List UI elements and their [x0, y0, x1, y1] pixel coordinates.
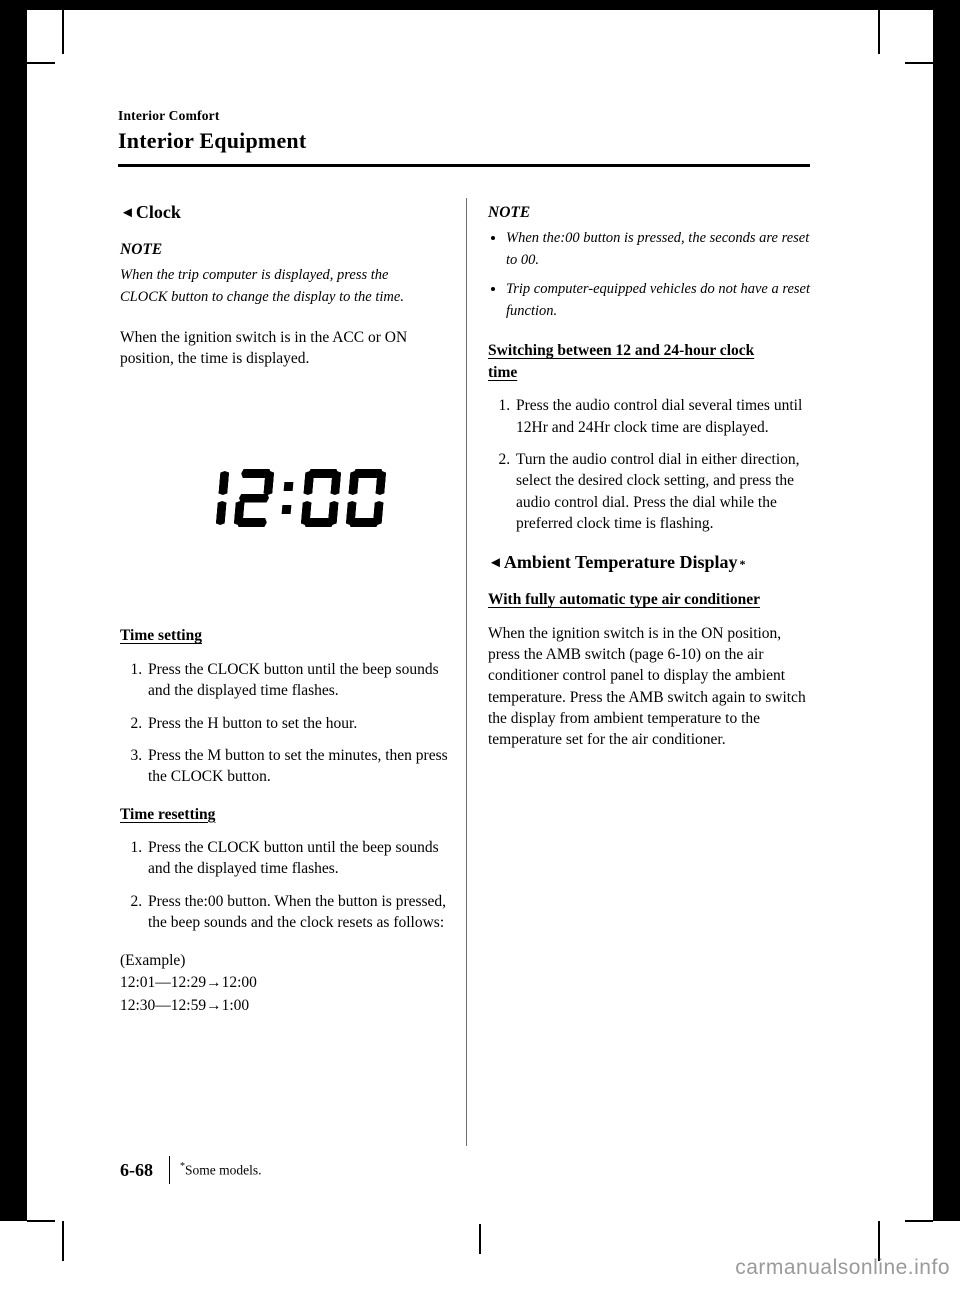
crop-mark — [905, 62, 933, 64]
crop-mark — [27, 1220, 55, 1222]
list-item: • When the:00 button is pressed, the seconds are reset to 00. — [506, 228, 812, 272]
note-label: NOTE — [120, 240, 163, 258]
crop-mark — [878, 10, 880, 54]
watermark: carmanualsonline.info — [735, 1256, 950, 1279]
time-setting-heading: Time setting — [120, 627, 202, 645]
column-divider — [466, 198, 467, 1146]
footnote-asterisk: * — [739, 557, 746, 572]
note-label: NOTE — [488, 204, 531, 221]
crop-mark — [62, 1221, 64, 1261]
header-rule — [118, 164, 810, 167]
ambient-body-text: When the ignition switch is in the ON position, press the AMB switch (page 6-10) on the air conditioner control panel to display the ambient temperature. Press the AMB switch again to switch the display from ambient temperature to the temperature set for the air conditioner. — [488, 624, 806, 749]
list-item: • Trip computer-equipped vehicles do not have a reset function. — [506, 279, 812, 323]
page-border-right — [933, 0, 960, 1221]
crop-mark — [905, 1220, 933, 1222]
crop-mark — [62, 10, 64, 54]
page-border-top — [0, 0, 960, 10]
page-header — [118, 108, 810, 167]
time-setting-steps — [120, 659, 454, 788]
footer-divider — [169, 1156, 170, 1184]
right-column — [488, 202, 812, 751]
list-item: 1. Press the CLOCK button until the beep sounds and the displayed time flashes. — [146, 659, 454, 702]
clock-section-heading — [120, 200, 454, 225]
footnote-text: Some models. — [185, 1162, 262, 1178]
list-item: 2. Press the H button to set the hour. — [146, 713, 454, 734]
left-column — [120, 200, 454, 1017]
ambient-section-heading — [488, 550, 812, 575]
list-item: 1. Press the CLOCK button until the beep sounds and the displayed time flashes. — [146, 837, 454, 880]
note-text: When the trip computer is displayed, press the CLOCK button to change the display to the time. — [120, 267, 404, 305]
list-item: 3. Press the M button to set the minutes, then press the CLOCK button. — [146, 745, 454, 788]
crop-mark — [27, 62, 55, 64]
page-border-left — [0, 0, 27, 1221]
list-item: 2. Press the:00 button. When the button is pressed, the beep sounds and the clock resets as follows: — [146, 891, 454, 934]
time-resetting-steps — [120, 837, 454, 934]
time-resetting-heading: Time resetting — [120, 805, 216, 823]
note-bullet-list — [488, 228, 812, 322]
list-item: 2. Turn the audio control dial in either direction, select the desired clock setting, and press the audio control dial. Press the dial while the preferred clock time is flashing. — [514, 449, 812, 535]
page-title: Interior Equipment — [118, 128, 307, 153]
footer-footnote — [180, 1161, 262, 1179]
clock-display — [188, 469, 386, 527]
section-kicker: Interior Comfort — [118, 108, 220, 123]
section-triangle-icon: ◄ — [488, 555, 503, 572]
crop-mark — [479, 1224, 481, 1254]
ambient-heading-label: Ambient Temperature Display — [503, 552, 738, 573]
switching-heading: Switching between 12 and 24-hour clock time — [488, 342, 755, 381]
crop-mark — [878, 1221, 880, 1261]
example-line: 12:30—12:59→1:00 — [120, 996, 250, 1014]
clock-heading-label: Clock — [135, 202, 181, 222]
ambient-subheading: With fully automatic type air conditioner — [488, 591, 760, 609]
page-number: 6-68 — [120, 1159, 153, 1180]
clock-body-text: When the ignition switch is in the ACC or ON position, the time is displayed. — [120, 328, 408, 368]
footnote-asterisk: * — [180, 1161, 185, 1173]
list-item: 1. Press the audio control dial several times until 12Hr and 24Hr clock time are displayed. — [514, 395, 812, 438]
example-label: (Example) — [120, 951, 186, 969]
section-triangle-icon: ◄ — [120, 205, 135, 221]
example-block — [120, 950, 454, 1017]
switching-steps — [488, 395, 812, 534]
clock-display-figure — [191, 469, 384, 527]
example-line: 12:01—12:29→12:00 — [120, 974, 257, 992]
page-footer — [120, 1156, 262, 1184]
